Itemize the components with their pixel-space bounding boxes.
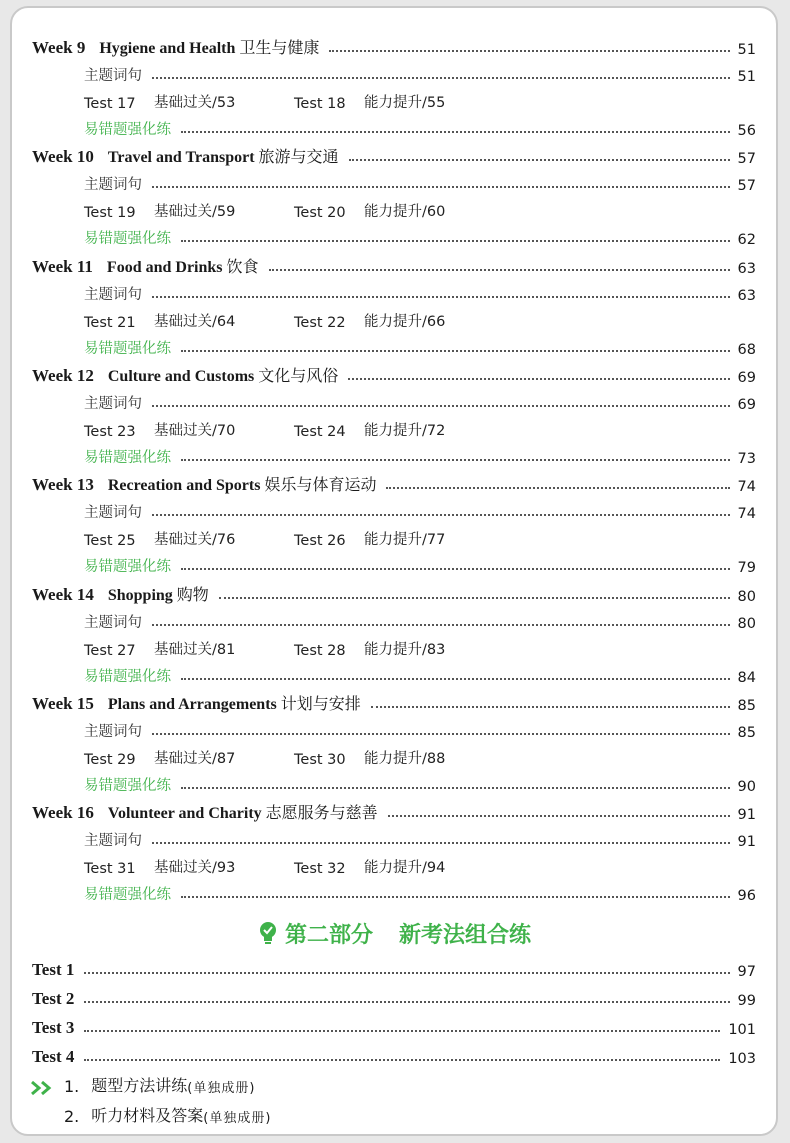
test-a-desc: 基础过关/76 [154, 532, 236, 549]
dot-leader [219, 597, 730, 599]
test-b-label[interactable]: Test 32 [294, 861, 346, 878]
section-title: 新考法组合练 [399, 921, 532, 947]
week-title-en: Volunteer and Charity [107, 805, 262, 823]
test-a-desc: 基础过关/81 [154, 641, 236, 658]
page-number: 85 [737, 724, 756, 741]
page-number: 85 [737, 697, 756, 714]
test-a-label[interactable]: Test 29 [84, 751, 136, 768]
exercise-label: 易错题强化练 [84, 559, 171, 576]
dot-leader [152, 77, 730, 79]
week-label: Week 14 [32, 584, 94, 604]
test-b-desc: 能力提升/60 [364, 204, 446, 221]
dot-leader [152, 296, 730, 298]
exercise-entry[interactable] [84, 115, 756, 139]
week-title [108, 582, 209, 605]
toc-page [10, 6, 778, 1136]
week-entry[interactable] [32, 143, 756, 167]
dot-leader [181, 459, 730, 461]
week-label: Week 15 [32, 693, 94, 713]
dot-leader [181, 240, 730, 242]
page-number: 90 [737, 778, 756, 795]
week-title-en: Shopping [107, 586, 173, 604]
exercise-label: 易错题强化练 [84, 668, 171, 685]
dot-leader [152, 624, 730, 626]
test-a-desc: 基础过关/53 [154, 95, 236, 111]
exercise-entry[interactable] [84, 771, 756, 795]
sub-label: 主题词句 [84, 614, 142, 631]
dot-leader [84, 1001, 729, 1003]
test-b-label[interactable]: Test 30 [294, 751, 346, 768]
test-b-label[interactable]: Test 24 [294, 423, 346, 440]
test-b-label[interactable]: Test 26 [294, 533, 346, 550]
tests-line [84, 525, 445, 549]
sub-label: 主题词句 [84, 723, 142, 740]
dot-leader [181, 568, 730, 570]
sub-label: 主题词句 [84, 505, 142, 522]
page-number: 73 [737, 450, 756, 467]
test-b-desc: 能力提升/55 [364, 95, 446, 111]
test-b-desc: 能力提升/88 [364, 750, 446, 767]
page-number: 80 [737, 588, 756, 605]
test-b-label[interactable]: Test 28 [294, 642, 346, 659]
test-b-desc: 能力提升/66 [364, 313, 446, 330]
exercise-label: 易错题强化练 [84, 340, 171, 357]
extra-title: 听力材料及答案 [91, 1106, 204, 1125]
page-number: 69 [737, 396, 756, 413]
page-number: 91 [737, 834, 756, 851]
week-title [99, 35, 319, 58]
test-entry[interactable] [32, 956, 756, 980]
week-entry[interactable] [32, 253, 756, 277]
tests-line [84, 853, 445, 877]
dot-leader [348, 378, 729, 380]
dot-leader [371, 706, 730, 708]
page-number: 99 [737, 993, 756, 1009]
section-part-label: 第二部分 [284, 921, 373, 947]
dot-leader [84, 972, 729, 974]
test-label: Test 2 [32, 989, 75, 1008]
sub-label: 主题词句 [84, 395, 142, 412]
dot-leader [388, 815, 730, 817]
dot-leader [181, 131, 730, 133]
sub-entry[interactable] [84, 61, 756, 85]
week-title-cn: 饮食 [226, 256, 259, 276]
week-title-en: Food and Drinks [106, 258, 223, 276]
test-a-desc: 基础过关/93 [154, 860, 236, 877]
tests-line [84, 197, 445, 221]
dot-leader [84, 1059, 720, 1061]
test-a-desc: 基础过关/87 [154, 750, 236, 767]
test-a-label[interactable]: Test 17 [84, 96, 136, 112]
extra-num: 1. [64, 1077, 80, 1096]
week-label: Week 12 [32, 365, 94, 385]
dot-leader [329, 50, 729, 52]
lightbulb-icon [257, 920, 279, 946]
test-a-label[interactable]: Test 27 [84, 642, 136, 659]
week-entry[interactable] [32, 690, 756, 714]
test-entry[interactable] [32, 1043, 756, 1067]
extra-title: 题型方法讲练 [91, 1076, 188, 1095]
page-number: 97 [737, 964, 756, 980]
dot-leader [269, 269, 730, 271]
dot-leader [181, 350, 730, 352]
dot-leader [386, 487, 729, 489]
week-title-cn: 文化与风俗 [258, 365, 339, 385]
test-b-label[interactable]: Test 20 [294, 205, 346, 222]
page-number: 57 [737, 151, 756, 168]
week-title-en: Recreation and Sports [107, 477, 261, 495]
extra-note: (单独成册) [187, 1081, 256, 1096]
page-number: 79 [737, 560, 756, 577]
exercise-entry[interactable] [84, 224, 756, 248]
page-number: 68 [737, 341, 756, 358]
sub-entry[interactable] [84, 608, 756, 632]
tests-line [84, 88, 445, 112]
week-entry[interactable] [32, 471, 756, 495]
test-a-label[interactable]: Test 21 [84, 314, 136, 331]
exercise-label: 易错题强化练 [84, 777, 171, 794]
week-title-en: Culture and Customs [107, 367, 255, 385]
week-title-cn: 购物 [176, 584, 209, 604]
section-heading [12, 916, 776, 950]
dot-leader [152, 733, 730, 735]
page-number: 62 [737, 232, 756, 249]
extra-note: (单独成册) [203, 1111, 272, 1126]
exercise-label: 易错题强化练 [84, 887, 171, 904]
sub-label: 主题词句 [84, 833, 142, 850]
test-b-desc: 能力提升/94 [364, 860, 446, 877]
week-title [107, 254, 259, 277]
dot-leader [152, 405, 730, 407]
exercise-entry[interactable] [84, 880, 756, 904]
dot-leader [181, 787, 730, 789]
page-number: 101 [728, 1022, 756, 1038]
page-number: 91 [737, 807, 756, 824]
week-title-cn: 卫生与健康 [239, 38, 320, 57]
week-title-en: Travel and Transport [107, 149, 255, 167]
dot-leader [84, 1030, 720, 1032]
exercise-label: 易错题强化练 [84, 231, 171, 248]
week-label: Week 11 [32, 256, 93, 276]
test-label: Test 4 [32, 1047, 75, 1066]
tests-line [84, 744, 445, 768]
week-entry[interactable] [32, 581, 756, 605]
week-label: Week 10 [32, 147, 94, 167]
sub-entry[interactable] [84, 280, 756, 304]
test-a-label[interactable]: Test 23 [84, 423, 136, 440]
page-number: 63 [737, 260, 756, 277]
page-number: 96 [737, 888, 756, 905]
exercise-label: 易错题强化练 [84, 122, 171, 138]
week-label: Week 16 [32, 803, 94, 823]
test-a-desc: 基础过关/64 [154, 313, 236, 330]
test-entry[interactable] [32, 1014, 756, 1038]
test-a-label[interactable]: Test 19 [84, 205, 136, 222]
dot-leader [152, 186, 730, 188]
exercise-label: 易错题强化练 [84, 449, 171, 466]
test-a-label[interactable]: Test 25 [84, 533, 136, 550]
sub-label: 主题词句 [84, 68, 142, 84]
test-label: Test 3 [32, 1018, 75, 1037]
page-number: 57 [737, 178, 756, 195]
test-b-desc: 能力提升/72 [364, 422, 446, 439]
extra-num: 2. [64, 1107, 80, 1126]
week-label: Week 9 [32, 38, 86, 57]
dot-leader [152, 514, 730, 516]
test-b-desc: 能力提升/77 [364, 532, 446, 549]
sub-entry[interactable] [84, 389, 756, 413]
test-b-desc: 能力提升/83 [364, 641, 446, 658]
test-a-label[interactable]: Test 31 [84, 861, 136, 878]
page-number: 51 [737, 69, 756, 85]
week-title [108, 691, 361, 714]
week-title-cn: 计划与安排 [280, 693, 361, 713]
week-label: Week 13 [32, 475, 94, 495]
week-title-cn: 志愿服务与慈善 [265, 803, 378, 823]
page-number: 74 [737, 506, 756, 523]
page-number: 80 [737, 615, 756, 632]
exercise-entry[interactable] [84, 552, 756, 576]
page-number: 74 [737, 479, 756, 496]
tests-line [84, 307, 445, 331]
week-title [108, 144, 339, 167]
sub-entry[interactable] [84, 717, 756, 741]
double-chevron-icon [30, 1080, 56, 1096]
tests-line [84, 416, 445, 440]
week-title-en: Hygiene and Health [99, 40, 236, 57]
week-title-cn: 娱乐与体育运动 [264, 475, 377, 495]
week-title [108, 363, 338, 386]
dot-leader [152, 842, 730, 844]
week-title [108, 472, 377, 495]
page-number: 51 [737, 42, 756, 58]
tests-line [84, 635, 445, 659]
page-number: 63 [737, 287, 756, 304]
sub-entry[interactable] [84, 170, 756, 194]
page-number: 56 [737, 123, 756, 139]
exercise-entry[interactable] [84, 443, 756, 467]
exercise-entry[interactable] [84, 662, 756, 686]
week-entry[interactable] [32, 799, 756, 823]
page-number: 84 [737, 669, 756, 686]
week-title-cn: 旅游与交通 [258, 147, 339, 167]
week-entry[interactable] [32, 34, 756, 58]
extra-item-1[interactable] [30, 1070, 255, 1096]
week-entry[interactable] [32, 362, 756, 386]
test-a-desc: 基础过关/70 [154, 422, 236, 439]
dot-leader [181, 678, 730, 680]
exercise-entry[interactable] [84, 334, 756, 358]
sub-entry[interactable] [84, 826, 756, 850]
week-title-en: Plans and Arrangements [107, 695, 277, 713]
dot-leader [349, 159, 730, 161]
sub-label: 主题词句 [84, 177, 142, 194]
sub-label: 主题词句 [84, 286, 142, 303]
extra-item-2[interactable] [64, 1100, 271, 1126]
test-b-label[interactable]: Test 22 [294, 314, 346, 331]
sub-entry[interactable] [84, 498, 756, 522]
dot-leader [181, 896, 730, 898]
page-number: 103 [728, 1051, 756, 1067]
test-entry[interactable] [32, 985, 756, 1009]
test-a-desc: 基础过关/59 [154, 204, 236, 221]
test-label: Test 1 [32, 960, 75, 979]
week-title [108, 800, 378, 823]
test-b-label[interactable]: Test 18 [294, 96, 346, 112]
page-number: 69 [737, 369, 756, 386]
